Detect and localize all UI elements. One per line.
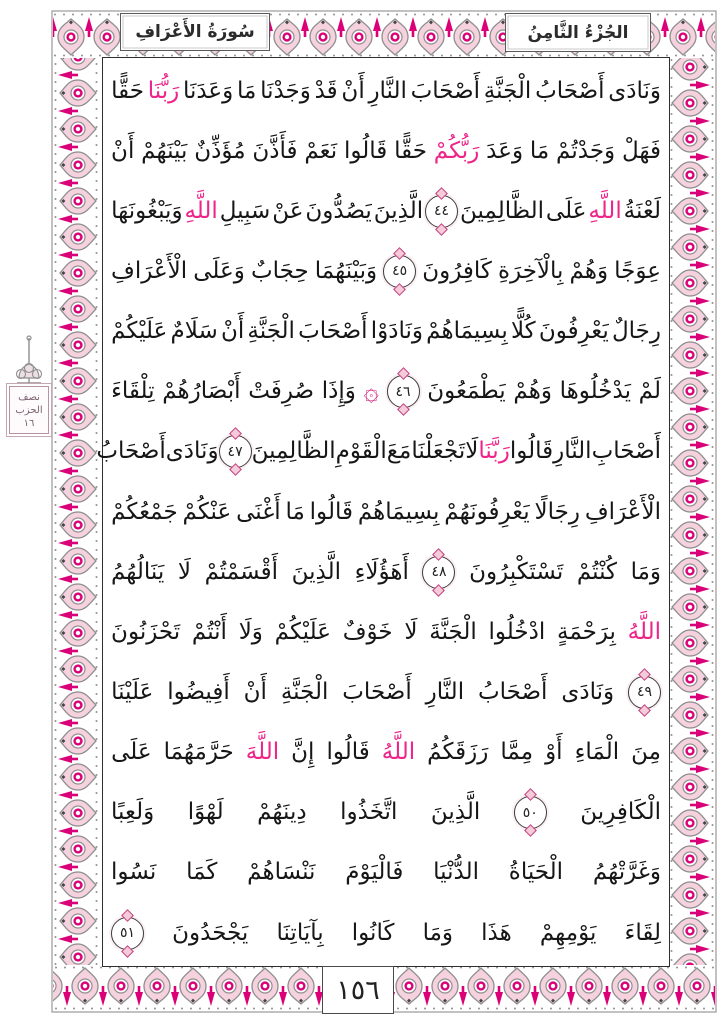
quran-word: يَنَالُهُمُ [111,558,165,585]
quran-word: رِجَالٌ [611,318,661,345]
quran-line [111,181,661,241]
quran-word: لِقَاءَ [624,919,661,946]
quran-word: وَنَادَى [561,678,615,705]
quran-word: بَيْنَهُمْ [141,137,188,164]
juz-title-text: الجُزْءُ الثَّامِنُ [527,22,629,43]
quran-word: اتَّخَذُوا [340,799,398,826]
quran-word: الْقَوْمِ [335,438,387,465]
quran-word: أَصْحَابَ [342,678,412,705]
quran-word: حَقًّا [394,137,427,164]
divine-name-text: رَبُّكُمْ [433,137,480,164]
quran-word: بِسِيمَاهُمْ [426,318,508,345]
quran-word: الْحَيَاةُ [508,859,564,886]
quran-word: وَعَلَى [193,257,245,284]
quran-word: مَا [529,137,550,164]
quran-word: يَصُدُّونَ [305,197,372,224]
hizb-label-line2: الحزب [15,404,43,416]
hizb-marker-finial-icon [5,334,53,386]
quran-word: وَهُمْ [569,257,609,284]
quran-word: عَلَى [545,197,587,224]
quran-word: أَبْصَارُهُمْ [162,378,241,405]
quran-word: جَمْعُكُمْ [111,498,178,525]
quran-word: عَلَيْنَا [111,678,154,705]
quran-word: مِنَ [631,739,661,766]
quran-word: عِوَجًا [614,257,661,284]
surah-title-text: سُورَةُ الأَعْرَافِ [135,22,255,42]
quran-word: الْمَاءِ [574,739,620,766]
divine-name-text: اللَّهُ [381,739,416,766]
quran-word: الْأَعْرَافِ [111,257,188,284]
quran-word: حِجَابٌ [250,257,309,284]
divine-name-text: اللَّهُ [627,618,661,645]
quran-word: لَا [404,618,418,645]
divine-name-text: رَبَّنَا [478,438,510,465]
quran-line [111,241,661,301]
quran-word: وَنَادَى [608,77,661,104]
verse-number-badge: ٤٧ [219,435,252,468]
quran-word: عَلَيْكُمْ [111,318,168,345]
quran-word: أَهَؤُلَاءِ [354,558,409,585]
quran-word: وَلَا [238,618,263,645]
quran-word: مِمَّا [500,739,534,766]
quran-word: يَعْرِفُونَ [538,318,609,345]
quran-line [111,482,661,542]
quran-word: كَانُوا [351,919,395,946]
quran-line [111,362,661,422]
quran-word: وَغَرَّتْهُمُ [592,859,661,886]
quran-word: سَبِيلِ [219,197,271,224]
quran-word: أَصْحَابُ [96,438,166,465]
quran-word: بِسِيمَاهُمْ [357,498,440,525]
divine-name-text: اللَّهِ [588,197,622,224]
quran-line [96,422,661,482]
quran-word: هَذَا [481,919,512,946]
quran-word: نَسُوا [111,859,157,886]
quran-line [111,602,661,662]
quran-word: كُلًّا [510,318,536,345]
quran-word: أَفِيضُوا [167,678,230,705]
quran-word: قَالُوا [326,739,370,766]
quran-word: إِنَّ [291,739,315,766]
quran-word: لَهْوًا [187,799,224,826]
quran-word: لَمْ [638,378,661,405]
quran-word: يَجْحَدُونَ [172,919,249,946]
quran-word: رَزَقَكُمُ [427,739,489,766]
quran-word: النَّارِ [425,678,465,705]
quran-word: وَيَبْغُونَهَا [111,197,183,224]
quran-word: تَسْتَكْبِرُونَ [469,558,564,585]
quran-word: دِينَهُمْ [257,799,307,826]
page-number: ١٥٦ [336,974,380,1006]
quran-word: أَصْحَابَ [410,77,481,104]
quran-word: كَافِرُونَ [422,257,492,284]
page-number-box [322,966,394,1014]
quran-word: وَهُمْ [513,378,552,405]
quran-word: ادْخُلُوا [488,618,546,645]
quran-word: رِجَالًا [534,498,580,525]
quran-word: فَالْيَوْمَ [345,859,404,886]
quran-word: الظَّالِمِينَ [459,197,544,224]
quran-word: وَمَا [422,919,453,946]
quran-word: أَنْ [243,678,267,705]
quran-word: الْجَنَّةِ [483,77,532,104]
quran-word: تَحْزَنُونَ [111,618,181,645]
quran-word: الَّذِينَ [291,558,341,585]
quran-word: وَبَيْنَهُمَا [314,257,378,284]
hizb-half-marker [5,334,53,438]
verse-number-badge: ٥١ [111,917,144,950]
quran-word: أَصْحَابَ [298,318,368,345]
divine-name-text: اللَّهِ [184,197,218,224]
quran-word: مُؤَذِّنٌ [194,137,246,164]
verse-number-badge: ٤٨ [422,556,455,589]
quran-word: فَأَذَّنَ [252,137,298,164]
quran-word: قَالُوا [509,438,554,465]
quran-word: قَالُوا [309,498,353,525]
quran-word: الظَّالِمِينَ [251,438,336,465]
quran-line [111,783,661,843]
verse-number-badge: ٤٥ [383,255,416,288]
quran-word: وَعَدَ [486,137,524,164]
quran-word: الْجَنَّةَ [429,618,477,645]
quran-word: مَا [285,498,305,525]
quran-line [111,662,661,722]
quran-word: أَنْ [220,318,245,345]
quran-word: أَصْحَابُ [477,678,548,705]
rub-el-hizb-icon: ۞ [363,376,379,407]
text-frame [96,57,670,967]
divine-name-text: اللَّهَ [245,739,280,766]
quran-word: مَا [237,77,257,104]
verse-number-badge: ٥٠ [514,796,547,829]
quran-word: الدُّنْيَا [433,859,479,886]
quran-word: حَرَّمَهُمَا [163,739,234,766]
quran-word: عَلَى [111,739,152,766]
quran-word: عَنْ [272,197,304,224]
quran-word: وَمَا [630,558,661,585]
quran-word: النَّارِ [553,438,592,465]
quran-text-area [96,61,661,963]
juz-title-cartouche [505,13,651,52]
quran-word: وَإِذَا [321,378,356,405]
quran-word: تِلْقَاءَ [111,378,155,405]
verse-number-badge: ٤٩ [628,676,661,709]
quran-word: الْكَافِرِينَ [580,799,661,826]
quran-word: نَنْسَاهُمْ [247,859,316,886]
quran-word: نَعَمْ [304,137,338,164]
quran-line [111,121,661,181]
hizb-label-line1: نصف [18,391,40,403]
quran-word: بِالْآخِرَةِ [497,257,564,284]
quran-word: وَجَدْتُمْ [556,137,616,164]
quran-word: تَجْعَلْنَا [411,438,466,465]
quran-word: لَا [465,438,479,465]
quran-word: وَنَادَى [165,438,219,465]
quran-word: أَوْ [545,739,563,766]
quran-word: وَعَدَنَا [182,77,234,104]
divine-name-text: رَبُّنَا [147,77,180,104]
quran-word: أَنْ [341,77,365,104]
quran-line [111,723,661,783]
quran-word: وَنَادَوْا [370,318,423,345]
quran-line [111,843,661,903]
quran-word: سَلَامٌ [170,318,218,345]
quran-word: النَّارِ [368,77,407,104]
hizb-label-line3: ١٦ [23,417,35,429]
verse-number-badge: ٤٦ [387,375,420,408]
quran-word: يَعْرِفُونَهُمْ [444,498,530,525]
quran-word: أَصْحَابِ [591,438,661,465]
quran-word: يَدْخُلُوهَا [559,378,631,405]
quran-word: يَوْمِهِمْ [539,919,597,946]
quran-word: فَهَلْ [621,137,661,164]
verse-number-badge: ٤٤ [425,195,458,228]
quran-word: قَالُوا [343,137,388,164]
quran-word: حَقًّا [111,77,145,104]
quran-word: بِآيَاتِنَا [276,919,324,946]
quran-word: الْجَنَّةِ [247,318,295,345]
quran-word: صُرِفَتْ [248,378,315,405]
hizb-half-label-box [9,386,49,434]
quran-word: أَصْحَابُ [535,77,605,104]
quran-word: مَعَ [386,438,412,465]
quran-word: وَلَعِبًا [111,799,155,826]
quran-word: عَلَيْكُمْ [274,618,331,645]
quran-word: يَطْمَعُونَ [427,378,506,405]
quran-word: أَنْ [111,137,135,164]
quran-word: لَعْنَةُ [623,197,661,224]
quran-word: خَوْفٌ [342,618,393,645]
quran-word: كُنْتُمْ [576,558,617,585]
quran-line [111,302,661,362]
quran-word: أَنْتُمْ [191,618,227,645]
quran-word: لَا [177,558,191,585]
quran-word: أَقْسَمْتُمْ [204,558,279,585]
quran-line [111,903,661,963]
quran-word: كَمَا [186,859,218,886]
quran-line [111,61,661,121]
quran-word: قَدْ [314,77,338,104]
quran-line [111,542,661,602]
quran-word: أَغْنَى [236,498,281,525]
quran-word: بِرَحْمَةٍ [556,618,616,645]
surah-title-cartouche [120,13,270,51]
quran-word: الْجَنَّةِ [280,678,329,705]
quran-word: عَنْكُمْ [182,498,232,525]
quran-word: وَجَدْنَا [260,77,311,104]
quran-word: الْأَعْرَافِ [584,498,661,525]
quran-word: الَّذِينَ [430,799,481,826]
quran-word: الَّذِينَ [373,197,424,224]
